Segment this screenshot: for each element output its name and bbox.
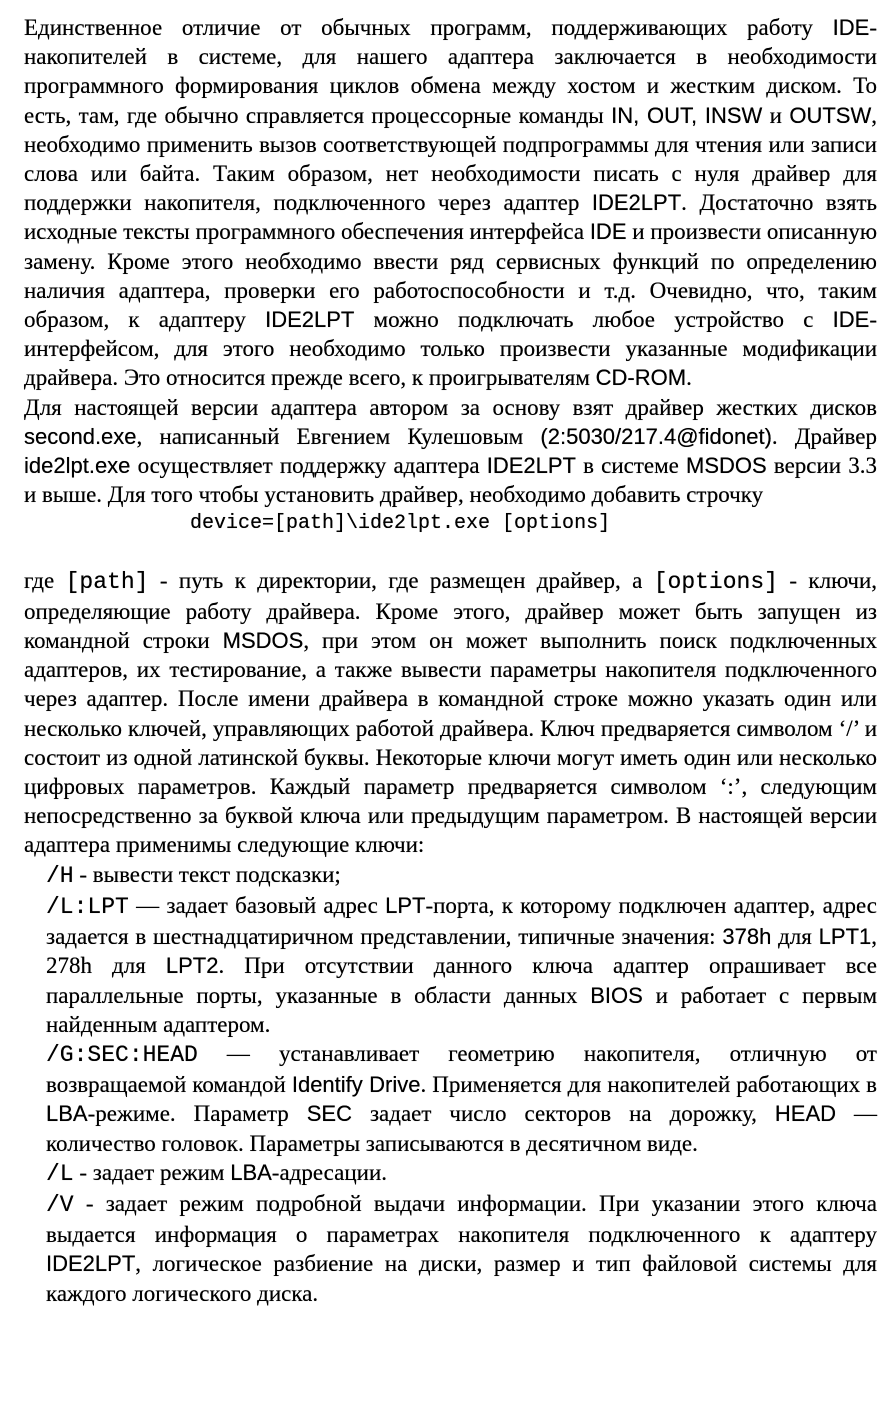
serif-text-run: , логическое разбиение на диски, размер и тип файловой системы для каждого логического диска.: [46, 1251, 877, 1306]
sans-text-run: IDE2LPT: [265, 307, 355, 333]
sans-text-run: CD-ROM: [595, 365, 687, 391]
serif-text-run: можно подключать любое устройство с: [354, 307, 833, 333]
switch-item-l: [46, 1158, 877, 1189]
sans-text-run: IDE: [832, 15, 870, 40]
serif-text-run: , необходимо применить вызов соответствующей подпрограммы для чтения или записи слова или байта. Таким образом, нет необходимости писать с нуля драйвер для поддержки накопителя, подключенного через адаптер: [24, 102, 877, 216]
serif-text-run: -адресации.: [271, 1159, 388, 1185]
mono-text-run: /G:SEC:HEAD: [46, 1041, 198, 1068]
paragraph-driver-origin: [24, 393, 877, 510]
serif-text-run: и работает с первым найденным адаптером.: [46, 982, 878, 1037]
sans-text-run: IDE: [832, 307, 870, 333]
sans-text-run: LPT1: [818, 924, 872, 950]
serif-text-run: - ключи, определяющие работу драйвера. Кроме этого, драйвер может быть запущен из командной строки: [24, 567, 877, 654]
serif-text-run: Единственное отличие от обычных программ, поддерживающих работу: [24, 15, 833, 40]
sans-text-run: LPT: [385, 892, 426, 918]
serif-text-run: .: [686, 365, 692, 391]
serif-text-run: версии 3.3 и выше. Для того чтобы установить драйвер, необходимо добавить строчку: [24, 453, 878, 508]
mono-text-run: /L:LPT: [46, 893, 129, 920]
sans-text-run: MSDOS: [222, 628, 304, 654]
serif-text-run: . Применяется для накопителей работающих в: [420, 1072, 877, 1098]
serif-text-run: -накопителей в системе, для нашего адаптера заключается в необходимости программного формирования циклов обмена между хостом и жестким диском. То есть, там, где обычно справляется процессорные команды: [24, 15, 877, 128]
serif-text-run: где: [24, 567, 66, 593]
sans-text-run: MSDOS: [686, 453, 767, 479]
sans-text-run: BIOS: [590, 982, 643, 1008]
sans-text-run: LPT2: [165, 953, 219, 979]
paragraph-intro: [24, 13, 877, 393]
serif-text-run: - путь к директории, где размещен драйвер, а: [148, 567, 654, 593]
serif-text-run: Для настоящей версии адаптера автором за основу взят драйвер жестких дисков: [24, 394, 877, 420]
serif-text-run: — задает базовый адрес: [128, 892, 386, 918]
mono-text-run: /V: [46, 1191, 74, 1218]
switch-item-l-lpt: [46, 891, 877, 1039]
serif-text-run: - задает режим: [73, 1159, 231, 1185]
serif-text-run: - задает режим подробной выдачи информации. При указании этого ключа выдается информация о параметрах накопителя подключенного к адаптеру: [46, 1190, 877, 1248]
sans-text-run: second.exe: [24, 423, 137, 449]
serif-text-run: . При отсутствии данного ключа адаптер опрашивает все параллельные порты, указанные в области данных: [46, 953, 877, 1008]
mono-text-run: /L: [46, 1160, 74, 1187]
serif-text-run: осуществляет поддержку адаптера: [130, 453, 487, 479]
sans-text-run: HEAD: [774, 1101, 837, 1127]
serif-text-run: и: [762, 102, 790, 128]
serif-text-run: -интерфейсом, для этого необходимо только произвести указанные модификации драйвера. Это относится прежде всего, к проигрывателям: [24, 307, 877, 391]
sans-text-run: (2:5030/217.4@fidonet): [540, 423, 772, 449]
sans-text-run: 378h: [722, 924, 772, 950]
sans-text-run: IDE2LPT: [46, 1251, 136, 1277]
serif-text-run: . Драйвер: [771, 423, 877, 449]
paragraph-options-description: [24, 566, 877, 860]
sans-text-run: SEC: [306, 1101, 352, 1127]
sans-text-run: LBA: [46, 1101, 88, 1127]
sans-text-run: LBA: [230, 1159, 272, 1185]
sans-text-run: IDE: [589, 219, 627, 245]
serif-text-run: -порта, к которому подключен адаптер, адрес задается в шестнадцатиричном представлении, типичные значения:: [46, 892, 877, 950]
switch-item-v: [46, 1189, 877, 1308]
serif-text-run: для: [771, 924, 819, 950]
serif-text-run: — количество головок. Параметры записываются в десятичном виде.: [46, 1101, 878, 1156]
serif-text-run: — устанавливает геометрию накопителя, отличную от возвращаемой командой: [46, 1040, 877, 1098]
sans-text-run: OUTSW: [789, 102, 872, 128]
mono-text-run: [path]: [65, 568, 149, 595]
serif-text-run: задает число секторов на дорожку,: [352, 1101, 775, 1127]
sans-text-run: Identify Drive: [291, 1072, 421, 1098]
sans-text-run: IDE2LPT: [591, 190, 682, 216]
sans-text-run: ide2lpt.exe: [24, 453, 131, 479]
serif-text-run: и произвести описанную замену. Кроме этого необходимо ввести ряд сервисных функций по определению наличия адаптера, проверки его работоспособности и т.д. Очевидно, что, таким образом, к адаптеру: [24, 219, 878, 333]
mono-text-run: /H: [46, 862, 74, 889]
serif-text-run: -режиме. Параметр: [87, 1101, 307, 1127]
sans-text-run: IDE2LPT: [486, 453, 576, 479]
serif-text-run: , при этом он может выполнить поиск подключенных адаптеров, их тестирование, а также вывести параметры накопителя подключенного через адаптер. После имени драйвера в командной строке можно указать один или несколько ключей, управляющих работой драйвера. Ключ предваряется символом ‘/’ и состоит из одной латинской буквы. Некоторые ключи могут иметь один или несколько цифровых параметров. Каждый параметр предваряется символом ‘:’, следующим непосредственно за буквой ключа или предыдущим параметром. В настоящей версии адаптера применимы следующие ключи:: [24, 628, 877, 858]
switch-item-g-sec-head: [46, 1039, 877, 1158]
mono-text-run: [options]: [653, 568, 778, 595]
serif-text-run: в системе: [575, 453, 687, 479]
switch-item-h: [46, 860, 877, 891]
serif-text-run: , написанный Евгением Кулешовым: [136, 423, 541, 449]
sans-text-run: IN, OUT, INSW: [611, 102, 763, 128]
device-config-code-line: device=[path]\ide2lpt.exe [options]: [190, 512, 611, 536]
serif-text-run: , 278h для: [46, 924, 878, 979]
serif-text-run: - вывести текст подсказки;: [73, 861, 341, 887]
serif-text-run: . Достаточно взять исходные тексты программного обеспечения интерфейса: [24, 190, 877, 245]
